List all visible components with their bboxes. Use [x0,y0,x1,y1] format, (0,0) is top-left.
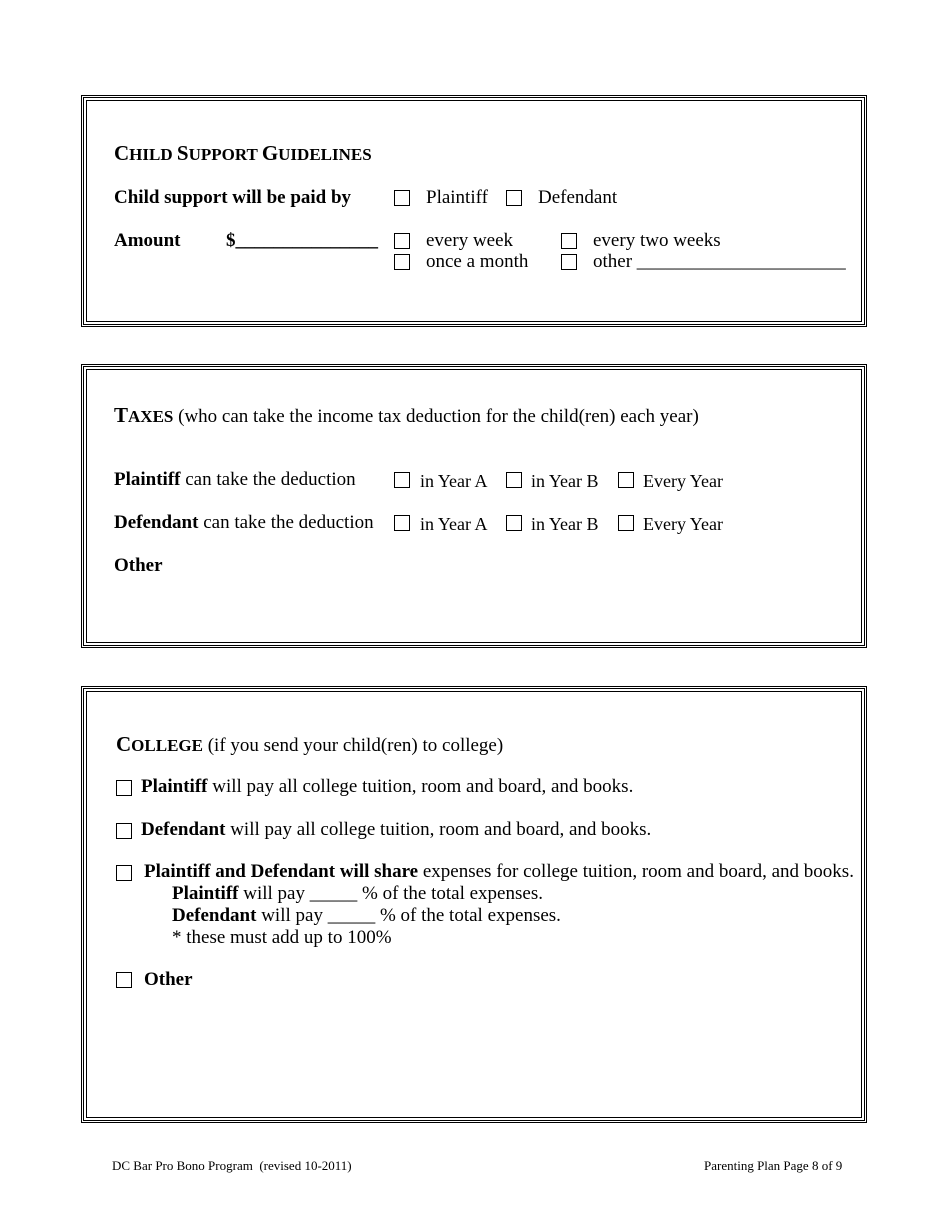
defendant-every-year-checkbox[interactable] [618,515,634,531]
amount-field[interactable]: $_______________ [226,230,378,251]
college-other-checkbox[interactable] [116,972,132,988]
defendant-year-b-checkbox[interactable] [506,515,522,531]
taxes-heading: TAXES (who can take the income tax deduction for the child(ren) each year) [114,403,699,427]
once-a-month-checkbox[interactable] [394,254,410,270]
plaintiff-pays-all-checkbox[interactable] [116,780,132,796]
college-other-label: Other [144,969,193,990]
amount-label: Amount [114,230,181,251]
other-frequency-field[interactable]: other ______________________ [593,251,846,272]
paid-by-defendant-label: Defendant [538,187,618,208]
every-week-label: every week [426,230,514,251]
every-two-weeks-checkbox[interactable] [561,233,577,249]
paid-by-defendant-checkbox[interactable] [506,190,522,206]
paid-by-plaintiff-checkbox[interactable] [394,190,410,206]
every-two-weeks-label: every two weeks [593,230,721,251]
paid-by-plaintiff-label: Plaintiff [426,187,488,208]
share-expenses-checkbox[interactable] [116,865,132,881]
defendant-pays-all-checkbox[interactable] [116,823,132,839]
defendant-deduction-label: Defendant can take the deduction [114,512,374,533]
defendant-every-year-label: Every Year [643,514,723,534]
defendant-year-a-checkbox[interactable] [394,515,410,531]
other-frequency-checkbox[interactable] [561,254,577,270]
plaintiff-every-year-checkbox[interactable] [618,472,634,488]
plaintiff-year-b-checkbox[interactable] [506,472,522,488]
plaintiff-year-b-label: in Year B [531,471,599,491]
share-expenses-label: Plaintiff and Defendant will share expenses for college tuition, room and board, and books. [144,861,854,882]
plaintiff-share-line[interactable]: Plaintiff will pay _____ % of the total expenses. [172,883,543,904]
plaintiff-pays-all-label: Plaintiff will pay all college tuition, room and board, and books. [141,776,634,797]
plaintiff-year-a-label: in Year A [420,471,488,491]
defendant-year-b-label: in Year B [531,514,599,534]
plaintiff-deduction-label: Plaintiff can take the deduction [114,469,356,490]
share-note: * these must add up to 100% [172,927,392,948]
defendant-year-a-label: in Year A [420,514,488,534]
child-support-heading: CHILD SUPPORT GUIDELINES [114,141,372,165]
taxes-other-label: Other [114,555,163,576]
defendant-share-line[interactable]: Defendant will pay _____ % of the total expenses. [172,905,561,926]
every-week-checkbox[interactable] [394,233,410,249]
footer-right: Parenting Plan Page 8 of 9 [704,1158,843,1173]
college-heading: COLLEGE (if you send your child(ren) to college) [116,732,504,756]
defendant-pays-all-label: Defendant will pay all college tuition, room and board, and books. [141,819,652,840]
once-a-month-label: once a month [426,251,529,272]
child-support-section [81,95,867,327]
college-section [81,686,867,1123]
footer-left: DC Bar Pro Bono Program (revised 10-2011) [112,1158,352,1173]
paid-by-label: Child support will be paid by [114,187,352,208]
taxes-section [81,364,867,648]
plaintiff-every-year-label: Every Year [643,471,723,491]
plaintiff-year-a-checkbox[interactable] [394,472,410,488]
